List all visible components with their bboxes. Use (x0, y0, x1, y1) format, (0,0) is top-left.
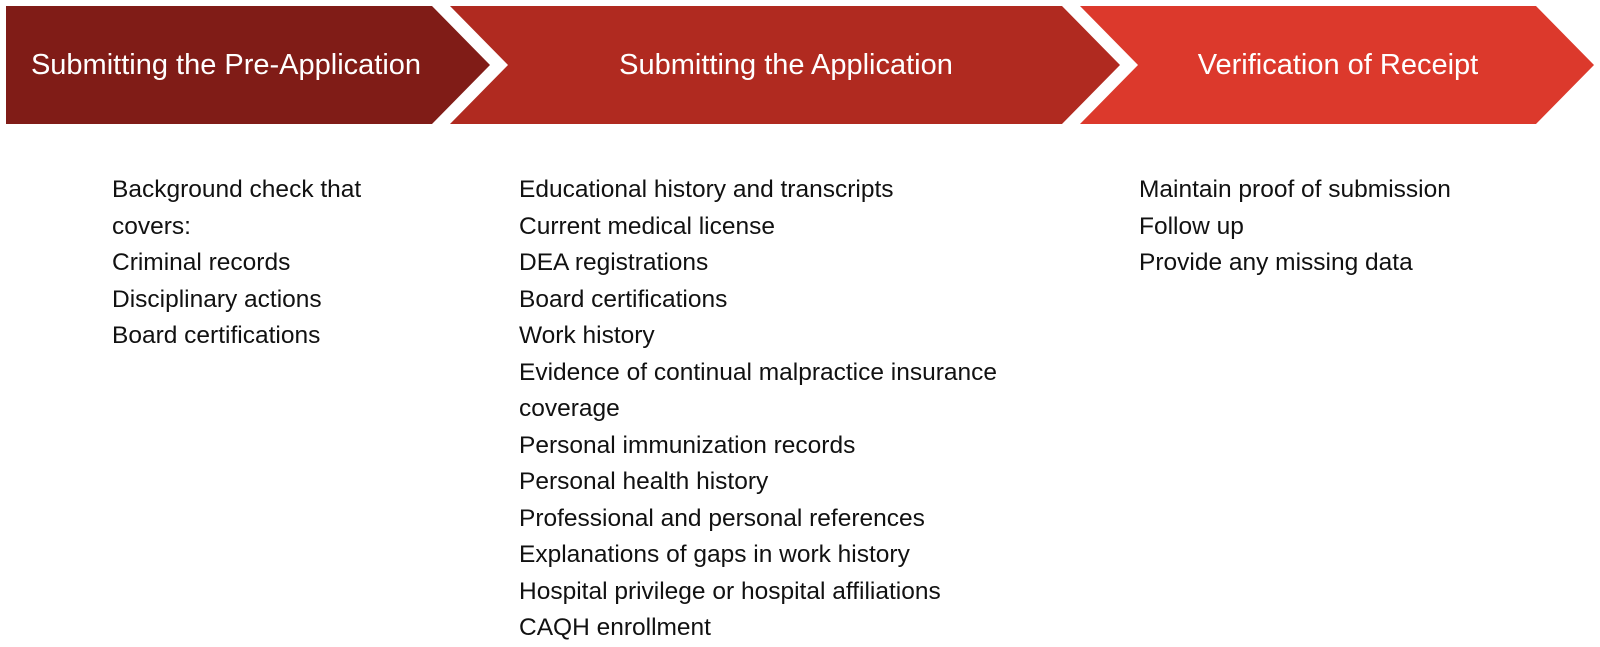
list-item: Disciplinary actions (112, 285, 322, 313)
list-item: Evidence of continual malpractice insurance (519, 358, 998, 386)
list-item: DEA registrations (519, 249, 709, 276)
step-1-items (112, 172, 361, 355)
list-item: coverage (519, 395, 620, 422)
list-item: Provide any missing data (1139, 249, 1413, 276)
list-item: Background check that (112, 176, 362, 203)
list-item: CAQH enrollment (519, 614, 711, 641)
list-item: Maintain proof of submission (1139, 176, 1451, 203)
list-item: Board certifications (519, 285, 728, 313)
list-item: Personal immunization records (519, 431, 856, 459)
step-2-title: Submitting the Application (619, 48, 953, 81)
list-item: Educational history and transcripts (519, 176, 894, 203)
list-item: Hospital privilege or hospital affiliations (519, 577, 941, 605)
list-item: Work history (519, 322, 655, 349)
step-3-items (1139, 172, 1451, 282)
step-2-items (519, 172, 997, 647)
list-item: Professional and personal references (519, 504, 925, 532)
list-item: Board certifications (112, 322, 321, 349)
list-item: Follow up (1139, 212, 1244, 240)
step-3-title: Verification of Receipt (1197, 48, 1479, 81)
list-item: Criminal records (112, 249, 291, 276)
list-item: covers: (112, 212, 191, 240)
step-1-title: Submitting the Pre-Application (30, 48, 422, 81)
list-item: Personal health history (519, 468, 769, 495)
list-item: Explanations of gaps in work history (519, 541, 910, 568)
list-item: Current medical license (519, 212, 775, 240)
